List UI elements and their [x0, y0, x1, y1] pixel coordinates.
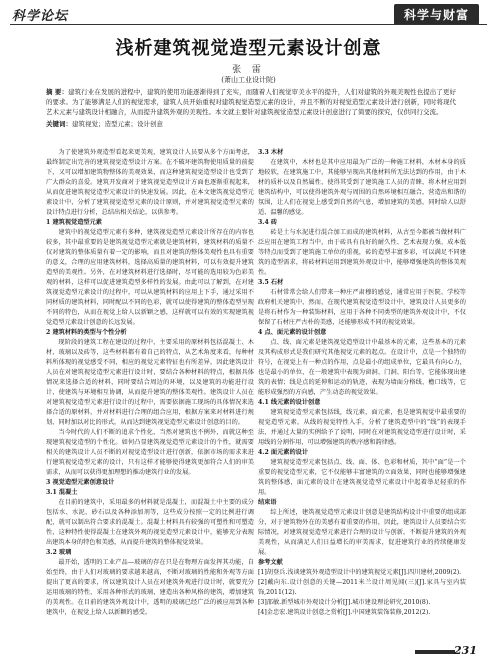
section-heading: 3.1 混凝土: [46, 489, 78, 496]
section-heading: 3.4 砖: [258, 219, 278, 226]
section-heading: 4.1 线元素的设计创意: [258, 399, 321, 406]
journal-section-label: 科学论坛: [12, 9, 69, 24]
abstract-text: 建筑行业在发展的进程中，建筑的使用功能逐渐得到了充实，而随着人们视觉审美水平的提升，人们对建筑的外观美观性也提出了更好的要求。为了能够满足人们的视觉需求，建筑人员开始重视对建筑视觉造型元素的设计，并且不断的对视觉造型元素设计进行创新，同时将现代艺术元素与建筑设计相融合，从而提升建筑外观的美观性。本文就主要针对建筑视觉造型元素设计创意进行了简要的探究，仅供同行交流。: [46, 88, 457, 116]
body-paragraph: 建筑视觉造型元素包括点、线、面、体、色彩和材质，其中“面”是一个重要的视觉造型元素，它不仅能够丰富建筑的立面效果，同时也能够增强建筑的整体感，面元素的设计在建筑视觉造型元素设计中起着举足轻重的作用。: [258, 459, 466, 496]
article-author: 张 雷: [232, 65, 265, 75]
section-heading: 2 建筑材料的类型与个性分析: [46, 329, 127, 336]
page-header: [0, 0, 497, 28]
body-paragraph: 在目前的建筑中，采用最多的材料就是混凝土，而混凝土中主要的成分包括水、水泥、砂石以及各种添加剂等，这些成分按照一定的比例进行调配，就可以制出符合要求的混凝土。混凝土材料具有较强的可塑性和可塑造性，这种特性使得混凝土在建筑外观的视觉造型元素设计中，能够充分表现出建筑本身的特色和美感，从而提升建筑的整体视觉效果。: [46, 499, 254, 546]
body-paragraph: 现阶段的建筑工程在建设的过程中，主要采用的原材料包括混凝土、木材、玻璃以及砖等，这些材料都有着自己的特点，从艺术角度来看，每种材料所体现的视觉感受不同，相应的视觉元素特征也有所差异，因此建筑设计人员在对建筑视觉造型元素进行设计时，要结合各种材料的特点，根据具体情况来选择合适的材料，同时要结合周边的环境，以及建筑的功能进行设计，使建筑与环境相互协调，从而提升建筑的整体美观性。建筑设计人员在对建筑视觉造型元素进行设计的过程中，需要依据施工现场的具体情况来选择合适的原材料，并对材料进行合理的组合应用，根据方案来对材料进行规划，同时加以对比的形式，从而达到建筑视觉造型元素设计创意的目的。: [46, 339, 254, 426]
page-number: 231: [454, 644, 477, 657]
body-column-right: [258, 148, 466, 618]
body-column-left: [46, 148, 254, 618]
section-heading: 1 建筑视觉造型元素: [46, 219, 102, 226]
body-paragraph: 综上所述，建筑视觉造型元素设计创意是建筑结构设计中重要的组成部分，对于建筑物外在的美感有着重要的作用，因此，建筑设计人员要结合实际情况，对建筑视觉造型元素进行合理的设计与创新，不断提升建筑的外观美观性，从而满足人们日益增长的审美需求，促进建筑行业的持续健康发展。: [258, 509, 466, 556]
section-heading: 3.5 石材: [258, 279, 284, 286]
body-paragraph: 在建筑中，木材也是其中应用最为广泛的一种施工材料，木材本身的质地较软，在建筑施工中，其能够呈现出其他材料所无法达到的作用，由于木材的质朴以及自然属性，使得其受到了建筑施工人员的青睐，将木材应用到建筑结构中，可以使得建筑外观与周围的自然环境相互融合，营造出和谐的氛围，让人们在视觉上感受到自然的气息，增加建筑的美感，同时给人以舒适、温馨的感觉。: [258, 159, 466, 216]
body-paragraph: 最开始，透明的工业产品—玻璃的存在只是在物理方面发挥其功能，自始至终，由于人们对玻璃的要求越来越高，不断对玻璃的性能和外观等方面提出了更高的要求，所以建筑设计人员在对建筑外观进行设计时，就要充分运用玻璃的特性，采用各种形式的玻璃，建造出各种风格的建筑，增加建筑的美观性。在目前的建筑外观设计中，透明的玻璃已经广泛的被应用到各种建筑中，在视觉上给人以新颖的感受。: [46, 559, 254, 616]
reference-entry: [4]金忠宏.建筑设计创意之赏析[J].中国建筑装饰装修,2012(2).: [258, 609, 431, 616]
reference-entry: [2]戴向东.设计创意的关键—2011米兰设计周见闻(三)[J].家具与室内装饰,2011(12).: [258, 579, 466, 596]
section-heading: 4 点、面元素的设计创意: [258, 329, 327, 336]
body-paragraph: 为了使建筑外观造型看起来更美观，建筑设计人员要从多个方面考虑，最终制定出完善的建筑视觉造型设计方案。在不破坏建筑物使用质量的前提下，又可以增加建筑物整体的美观效果，而这种建筑视觉造型设计也受到了广大群众的喜爱。建筑开发商对于建筑视觉造型设计方面也逐渐重视起来，从而促进建筑视觉造型元素设计的快速发展。因此，在本文建筑视觉造型元素设计中，分析了建筑视觉造型元素的设计原则，并对建筑视觉造型元素的设计特点进行分析，总结出相关结论，以供参考。: [46, 149, 254, 216]
keywords-block: [46, 119, 456, 129]
section-heading: 4.2 面元素的设计: [258, 449, 309, 456]
reference-entry: [3]邵敏.新型城市外观设计分析[J].城市建设理论研究,2010(8).: [258, 599, 431, 606]
reference-entry: [1]胡登兵.浅谈建筑外观造型设计中的建筑视觉元素[J].四川建材,2009(2).: [258, 569, 462, 576]
section-heading: 3.2 玻璃: [46, 549, 72, 556]
page-number-bar: [415, 650, 455, 654]
body-paragraph: 当今时代的人们不断的追求个性化，当然对建筑也不例外，而就这种至现建筑视觉造型的个性化。如何凸显建筑视觉造型元素设计的个性，就需要相关的建筑设计人员不断的对视觉造型设计进行创新，依据市场的需求来进行建筑视觉造型元素的设计，只有这样才能够使得建筑更加符合人们的审美需求，从而可以获得更加理想的推动建筑行业的发展。: [46, 429, 254, 476]
body-paragraph: 建筑中的视觉造型元素有多种，建筑视觉造型元素设计所存在的内容也较多，其中最重要的是建筑视觉造型元素就是建筑材料，建筑材料的质量不仅对建筑的整体质量有着一定的影响，而且对建筑的整体美观性也具有重要的意义，合理的应用建筑材料，选择高质量的建筑材料，可以有效提升建筑造型的美观性。另外，在对建筑材料进行选择时，尽可能的选用较为色彩美观的材料，这样可以促进建筑造型多样性的发展。由此可以了解到，在对建筑视觉造型元素设计的过程中，可以从建筑材料的应用上下手，通过采用不同材质的建筑材料，同时配以不同的色彩，就可以使得建筑的整体造型呈现不同的特色，从而在视觉上给人以新颖之感，这样就可以有效的实现建筑视觉造型元素设计创意的长远发展。: [46, 229, 254, 326]
body-paragraph: 砖是土与水泥进行混合加工而成的建筑材料，从古至今都被当做材料广泛应用在建筑工程当中，由于砖具有良好的耐久性、艺术表现力强、成本低等特点而受到了建筑施工单位的重视，砖的造型丰富多彩，可以满足不同建筑的造型需求，将砖材料运用到建筑外观设计中，能够增强建筑的整体美观性。: [258, 229, 466, 276]
section-heading: 结束语: [258, 499, 277, 506]
journal-name-badge: 科学与财富: [394, 4, 479, 25]
abstract-label: 摘 要：: [46, 88, 69, 96]
author-affiliation: (萧山工业设计院): [221, 76, 276, 84]
article-title: 浅析建筑视觉造型元素设计创意: [115, 38, 382, 59]
keywords-text: 建筑视觉；造型元素；设计创意: [72, 120, 163, 128]
section-heading: 参考文献: [258, 559, 283, 566]
body-paragraph: 点、线、面元素是建筑视觉造型设计中最基本的元素，这些基本的元素及其构成形式是我们研究其他视觉元素的起点。在设计中，点是一个独特的符号，在视觉上有一种点的作用，点是最小的组成单位，它最具有向心力，也是最小的单位，在一般建筑中表现为窗洞、门洞、阳台等，它能体现出建筑的表情；线是点的延伸和运动的轨迹，表现为墙面分格线、檐口线等，它能形成强烈的方向感，产生动态的视觉效果。: [258, 339, 466, 396]
body-paragraph: 石材常常会给人们带来一种庄严肃穆的感觉，通常应用于医院、学校等政府机关建筑中，然而，在现代建筑视觉造型设计中，建筑设计人员更多的是将石材作为一种装饰材料，应用于各种不同类型的建筑外观设计中，不仅保留了石材庄严古朴的美感，还能够形成不同的视觉效果。: [258, 289, 466, 326]
section-heading: 3 视觉造型元素创意设计: [46, 479, 115, 486]
section-heading: 3.3 木材: [258, 149, 284, 156]
header-divider: [10, 24, 487, 25]
body-paragraph: 建筑视觉造型元素包括线，线元素，面元素，也是建筑视觉中最重要的视觉造型元素，从线的视觉特性入手，分析了建筑造型中的“线”的表现手法，并通过大量的实例给予了说明，同时在对建筑视觉造型进行设计时，采用线的分割作用，可以增强建筑的秩序感和韵律感。: [258, 409, 466, 446]
keywords-label: 关键词：: [46, 120, 72, 128]
abstract-block: [46, 87, 456, 117]
